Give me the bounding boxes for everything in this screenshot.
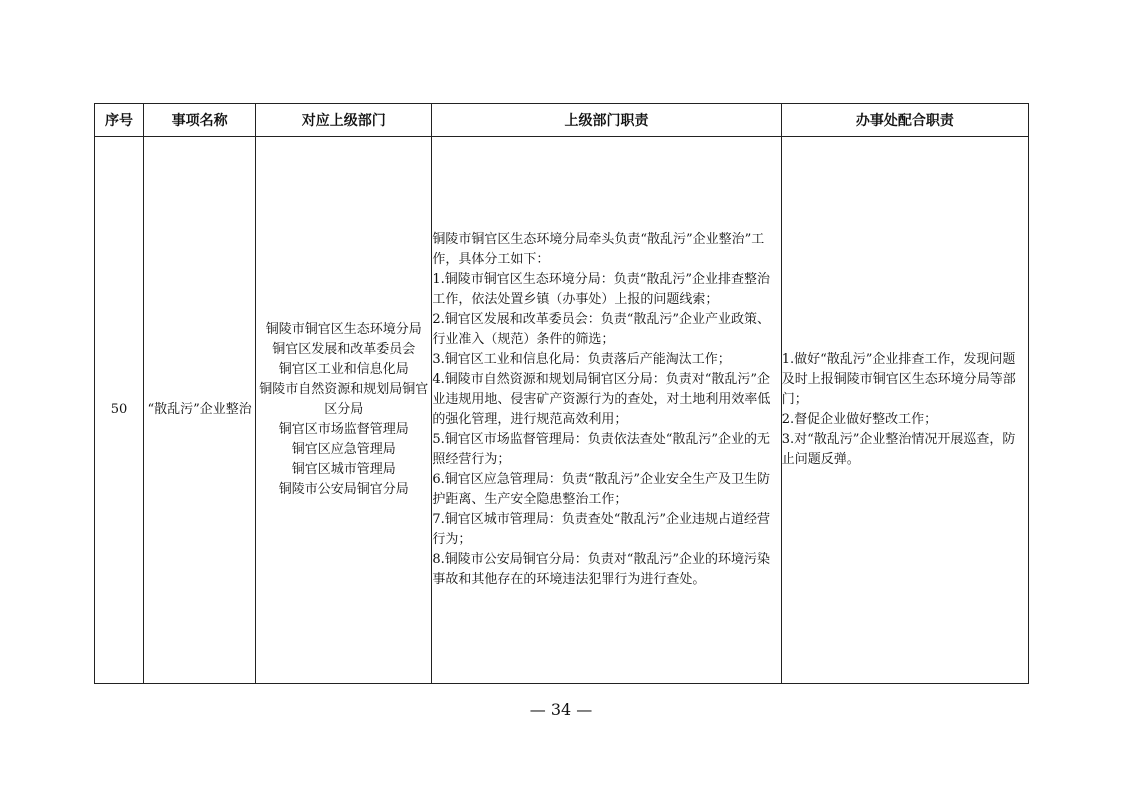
duty-item: 4.铜陵市自然资源和规划局铜官区分局：负责对“散乱污”企业违规用地、侵害矿产资源行为的查处，对土地利用效率低的强化管理，进行规范高效利用； xyxy=(432,372,771,427)
duty-item: 8.铜陵市公安局铜官分局：负责对“散乱污”企业的环境污染事故和其他存在的环境违法犯罪行为进行查处。 xyxy=(432,552,771,587)
department-item: 铜官区工业和信息化局 xyxy=(278,362,409,377)
duty-item: 5.铜官区市场监督管理局：负责依法查处“散乱污”企业的无照经营行为； xyxy=(432,432,771,467)
cooperation-item: 1.做好“散乱污”企业排查工作，发现问题及时上报铜陵市铜官区生态环境分局等部门； xyxy=(781,352,1016,407)
header-superior-department: 对应上级部门 xyxy=(256,104,432,137)
header-item-name: 事项名称 xyxy=(144,104,256,137)
department-item: 铜陵市铜官区生态环境分局 xyxy=(265,322,422,337)
row-serial-number: 50 xyxy=(95,137,144,684)
row-superior-duties xyxy=(432,137,781,684)
department-item: 铜陵市公安局铜官分局 xyxy=(278,482,409,497)
duty-item: 铜陵市铜官区生态环境分局牵头负责“散乱污”企业整治”工作，具体分工如下： xyxy=(432,232,765,267)
department-item: 铜官区发展和改革委员会 xyxy=(272,342,416,357)
table-header-row xyxy=(95,104,1029,137)
duty-item: 6.铜官区应急管理局：负责“散乱污”企业安全生产及卫生防护距离、生产安全隐患整治工作； xyxy=(432,472,771,507)
header-serial-number: 序号 xyxy=(95,104,144,137)
department-item: 铜官区市场监督管理局 xyxy=(278,422,409,437)
header-superior-duties: 上级部门职责 xyxy=(432,104,781,137)
header-office-cooperation-duties: 办事处配合职责 xyxy=(781,104,1028,137)
responsibility-table xyxy=(94,103,1029,684)
cooperation-item: 3.对“散乱污”企业整治情况开展巡查，防止问题反弹。 xyxy=(781,432,1016,467)
duty-item: 7.铜官区城市管理局：负责查处“散乱污”企业违规占道经营行为； xyxy=(432,512,771,547)
department-item: 铜官区城市管理局 xyxy=(291,462,396,477)
row-departments xyxy=(256,137,432,684)
department-item: 铜官区应急管理局 xyxy=(291,442,396,457)
row-item-name: “散乱污”企业整治 xyxy=(144,137,256,684)
table-row xyxy=(95,137,1029,684)
department-item: 铜陵市自然资源和规划局铜官区分局 xyxy=(259,382,429,417)
page-number: — 34 — xyxy=(529,700,593,719)
row-office-cooperation-duties xyxy=(781,137,1028,684)
duty-item: 2.铜官区发展和改革委员会：负责“散乱污”企业产业政策、行业准入（规范）条件的筛选； xyxy=(432,312,771,347)
cooperation-item: 2.督促企业做好整改工作； xyxy=(781,412,938,427)
duty-item: 1.铜陵市铜官区生态环境分局：负责“散乱污”企业排查整治工作，依法处置乡镇（办事处）上报的问题线索； xyxy=(432,272,771,307)
duty-item: 3.铜官区工业和信息化局：负责落后产能淘汰工作； xyxy=(432,352,731,367)
